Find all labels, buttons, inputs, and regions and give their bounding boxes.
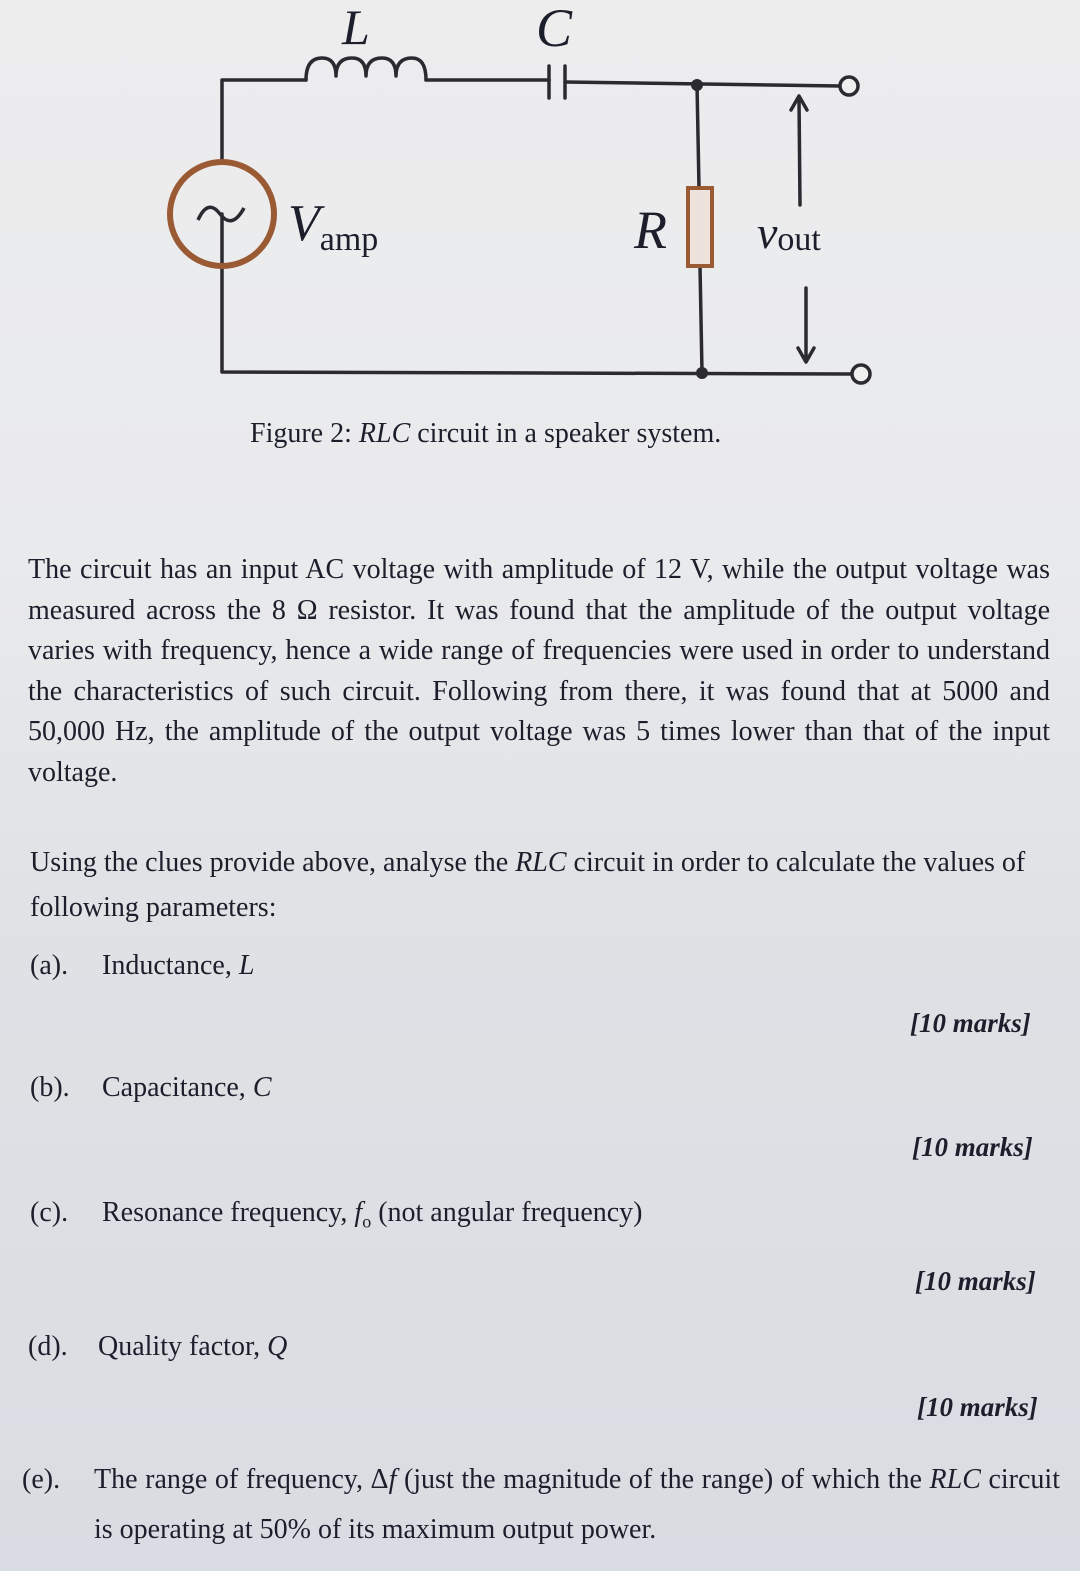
question-b: (b). Capacitance, C (30, 1072, 272, 1103)
wire-resistor-bottom (700, 266, 702, 372)
label-resistor: R (634, 200, 667, 260)
label-inductor: L (342, 0, 370, 55)
output-terminal-top (840, 77, 858, 95)
rlc-circuit-diagram (0, 0, 1080, 420)
marks-c: [10 marks] (915, 1266, 1036, 1296)
junction-dot-bottom (696, 367, 708, 379)
inductor-symbol (306, 58, 426, 80)
marks-d: [10 marks] (917, 1392, 1038, 1422)
exam-page: L C Vamp R vout Figure 2: RLC circuit in a speaker system. The circuit has an input AC voltage with amplitude of 12 V, while the output voltage was measured across the 8 Ω resistor. It was found that the amplitude of the output voltage varies with frequency, hence a wide range of frequencies were used in order to understand the characteristics of such circuit. Following from there, it was found that at 5000 and 50,000 Hz, the amplitude of the output voltage was 5 times lower than that of the input voltage. Using the clues provide above, analyse the RLC circuit in order to calculate the values of following parameters: (a). Inductance, L [10 marks] (b). Capacitance, C [10 marks] (c). Resonance frequency, $f_o$ (not angular frequency) [10 marks] (d). Quality factor, Q [10 marks] (e). The range of frequency, Δf (just the magnitude of the range) of which the RLC circuit is operating at 50% of its maximum output power. (0, 0, 1080, 1571)
resistor-symbol (688, 188, 712, 266)
junction-dot-top (691, 79, 703, 91)
question-d: (d). Quality factor, Q (28, 1331, 288, 1362)
question-c: (c). Resonance frequency, $f_o$ (not angular frequency) (30, 1197, 643, 1232)
vout-arrow-up (791, 96, 807, 205)
label-source: Vamp (288, 195, 379, 258)
vout-arrow-down (798, 288, 814, 362)
output-terminal-bottom (852, 365, 870, 383)
label-capacitor: C (536, 0, 573, 58)
marks-b: [10 marks] (912, 1132, 1033, 1162)
instructions-text: Using the clues provide above, analyse the RLC circuit in order to calculate the values of following parameters: (30, 847, 1026, 923)
question-a: (a). Inductance, L (30, 950, 255, 981)
capacitor-symbol (549, 66, 565, 98)
problem-paragraph: The circuit has an input AC voltage with amplitude of 12 V, while the output voltage was measured across the 8 Ω resistor. It was found that the amplitude of the output voltage varies with frequency, hence a wide range of frequencies were used in order to understand the characteristics of such circuit. Following from there, it was found that at 5000 and 50,000 Hz, the amplitude of the output voltage was 5 times lower than that of the input voltage. (28, 554, 1050, 788)
figure-caption: Figure 2: RLC circuit in a speaker system. (250, 418, 722, 449)
wire-top-left (222, 80, 306, 162)
wire-resistor-top (697, 84, 699, 188)
marks-a: [10 marks] (910, 1008, 1031, 1038)
label-output: vout (757, 207, 821, 258)
